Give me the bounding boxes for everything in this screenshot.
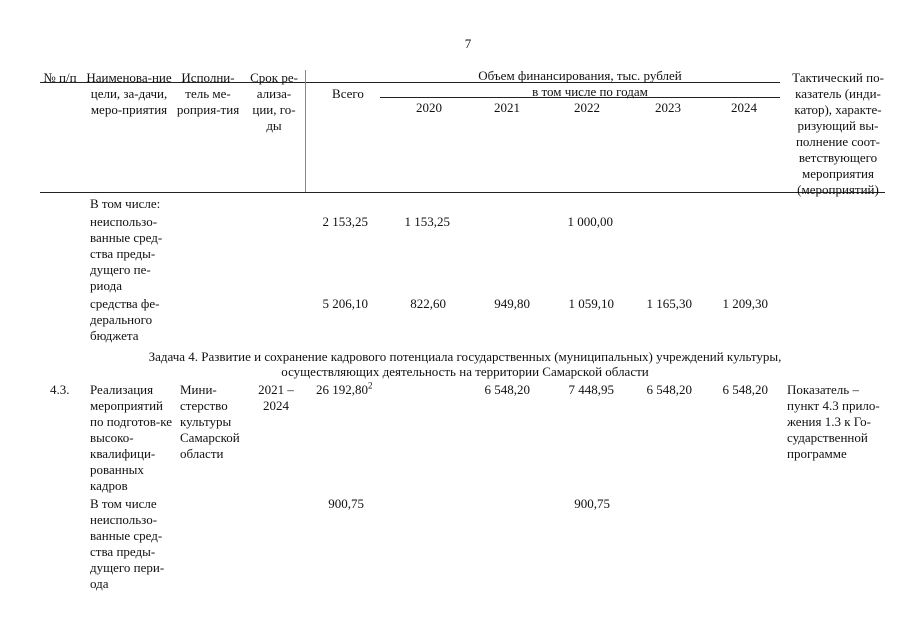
federal-funds-2021: 949,80	[494, 296, 530, 311]
header-bottom-rule	[40, 192, 885, 193]
row-43-sub-total: 900,75	[328, 496, 364, 511]
task4-title-line2: осуществляющих деятельность на территории Самарской области	[281, 364, 649, 379]
header-divider	[305, 70, 306, 192]
page-number: 7	[464, 36, 472, 51]
row-43-2023: 6 548,20	[646, 382, 692, 397]
row-43-2021: 6 548,20	[484, 382, 530, 397]
header-funding: Объем финансирования, тыс. рублей	[478, 68, 682, 83]
row-43-executor: Мини-стерство культуры Самарской области	[180, 382, 240, 461]
header-num: № п/п	[43, 70, 77, 85]
unused-funds-2022: 1 000,00	[567, 214, 613, 229]
unused-funds-name: неиспользо-ванные сред-ства преды-дущего пе-риода	[90, 214, 163, 293]
federal-funds-2020: 822,60	[410, 296, 446, 311]
row-43-name: Реализация мероприятий по подготов-ке высоко-квалифици-рованных кадров	[90, 382, 172, 493]
federal-funds-total: 5 206,10	[322, 296, 368, 311]
federal-funds-2023: 1 165,30	[646, 296, 692, 311]
including-label: В том числе:	[90, 196, 161, 211]
unused-funds-2020: 1 153,25	[404, 214, 450, 229]
header-year-2020: 2020	[416, 100, 442, 115]
row-43-total-footnote: 2	[368, 380, 373, 391]
federal-funds-2024: 1 209,30	[722, 296, 768, 311]
row-43-term: 2021 – 2024	[258, 382, 294, 413]
header-year-2023: 2023	[655, 100, 681, 115]
row-43-2022: 7 448,95	[568, 382, 614, 397]
header-year-2024: 2024	[731, 100, 757, 115]
header-total: Всего	[332, 86, 364, 101]
row-43-2024: 6 548,20	[722, 382, 768, 397]
header-name: Наименова-ние цели, за-дачи, меро-приятия	[86, 70, 172, 117]
federal-funds-2022: 1 059,10	[568, 296, 614, 311]
header-term: Срок ре-ализа-ции, го-ды	[250, 70, 298, 133]
row-43-num: 4.3.	[50, 382, 70, 397]
row-43-sub-2022: 900,75	[574, 496, 610, 511]
header-executor: Исполни-тель ме-роприя-тия	[176, 70, 240, 117]
row-43-sub-name: В том числе неиспользо-ванные сред-ства преды-дущего пери-ода	[90, 496, 165, 591]
header-year-2021: 2021	[494, 100, 520, 115]
task4-title-line1: Задача 4. Развитие и сохранение кадрового потенциала государственных (муниципальных) учреждений культуры,	[148, 349, 782, 364]
header-year-2022: 2022	[574, 100, 600, 115]
header-indicator: Тактический по-казатель (инди-катор), характе-ризующий вы-полнение соот-ветствующего мероприятия (мероприятий)	[792, 70, 884, 197]
row-43-total: 26 192,80$^2$	[316, 380, 373, 397]
federal-funds-name: средства фе-дерального бюджета	[90, 296, 160, 343]
unused-funds-total: 2 153,25	[322, 214, 368, 229]
row-43-indicator: Показатель – пункт 4.3 прило-жения 1.3 к Го-сударственной программе	[787, 382, 880, 461]
header-by-years: в том числе по годам	[532, 84, 648, 99]
